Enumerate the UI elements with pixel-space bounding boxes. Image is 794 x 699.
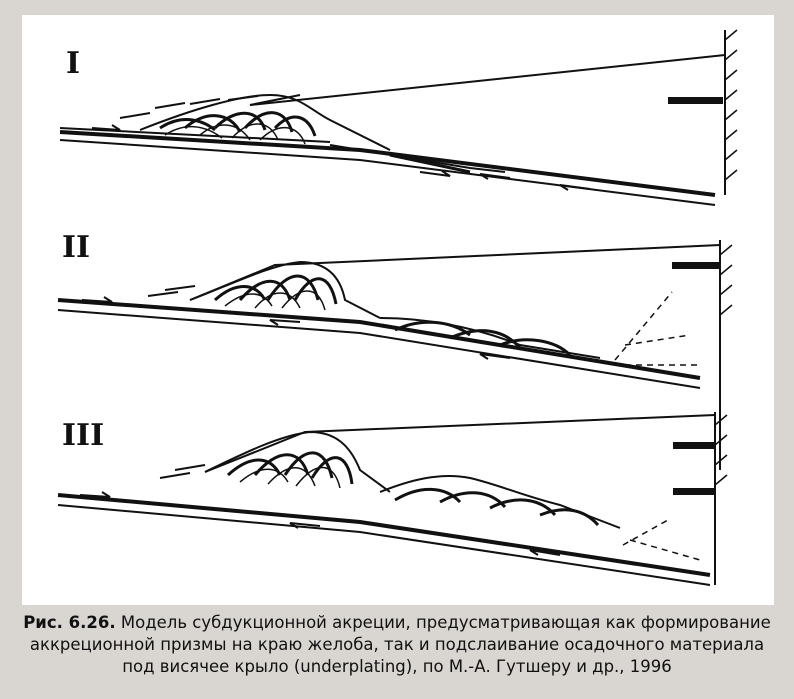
caption-line-1 — [0, 612, 794, 634]
panel-label-ii: II — [62, 230, 91, 265]
caption-line-1-text: Модель субдукционной акреции, предусматривающая как формирование — [120, 613, 771, 632]
figure-caption — [0, 612, 794, 678]
caption-line-2: аккреционной призмы на краю желоба, так и подслаивание осадочного материала — [29, 635, 765, 654]
figure-number: Рис. 6.26. — [23, 613, 116, 632]
panel-label-i: I — [66, 46, 81, 81]
caption-line-3: под висячее крыло (underplating), по М.-А. Гутшеру и др., 1996 — [122, 657, 672, 676]
panel-label-iii: III — [62, 418, 105, 453]
figure-area — [22, 15, 774, 605]
